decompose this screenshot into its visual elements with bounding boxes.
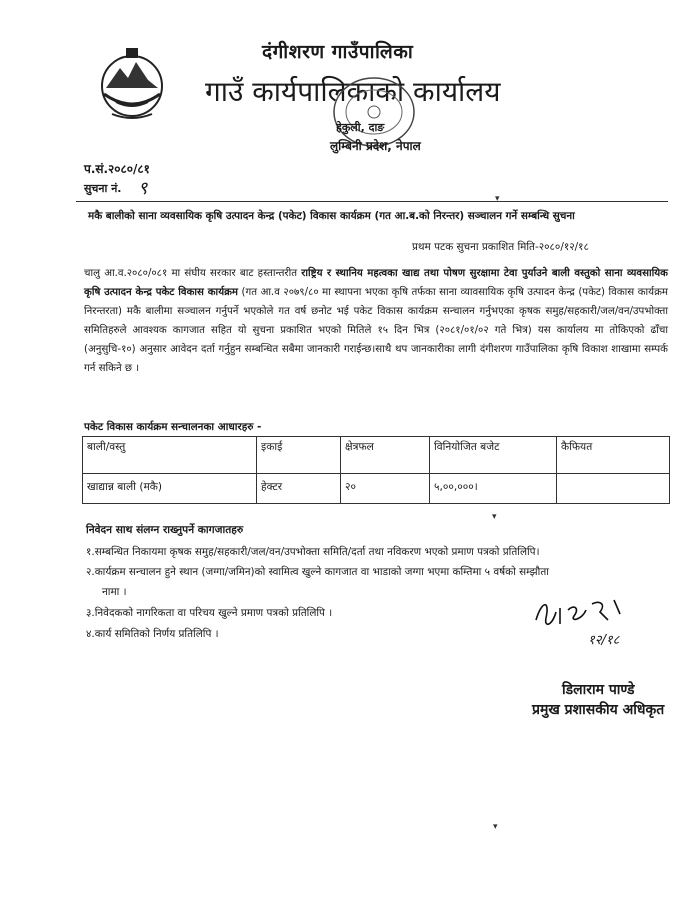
reference-number: प.सं.२०८०/८१ [84, 162, 150, 176]
signer-name: डिलाराम पाण्डे [562, 682, 635, 698]
divider [76, 201, 668, 202]
body-intro: चालु आ.व.२०८०/०८१ मा संघीय सरकार बाट हस्तान्तरीत [84, 268, 298, 279]
cell-budget: ५,००,०००। [430, 474, 557, 504]
document-item-continued: नामा । [102, 586, 127, 598]
col-header-unit: इकाई [257, 437, 341, 474]
cell-crop: खाद्यान्न बाली (मकै) [83, 474, 257, 504]
notice-body [84, 264, 668, 378]
cell-remarks [557, 474, 670, 504]
document-item: ४.कार्य समितिको निर्णय प्रतिलिपि । [86, 628, 219, 640]
document-item: ३.निवेदकको नागरिकता वा परिचय खुल्ने प्रमाण पत्रको प्रतिलिपि । [86, 607, 333, 619]
table-heading: पकेट विकास कार्यक्रम सन्चालनका आधारहरु - [84, 421, 262, 433]
document-item: २.कार्यक्रम सन्चालन हुने स्थान (जग्गा/जमिन)को स्वामित्व खुल्ने कागजात वा भाडाको जग्गा भएमा कम्तिमा ५ वर्षको सम्झौता [86, 566, 549, 578]
notice-subject: मकै बालीको साना व्यवसायिक कृषि उत्पादन केन्द्र (पकेट) विकास कार्यक्रम (गत आ.ब.को निरन्तर) सञ्चालन गर्ने सम्बन्धि सुचना [88, 210, 575, 222]
signer-title: प्रमुख प्रशासकीय अधिकृत [532, 702, 665, 718]
criteria-table [82, 436, 670, 504]
scan-mark: ▾ [493, 822, 498, 832]
body-program-name: राष्ट्रिय र स्थानिय महत्वका खाद्य तथा पोषण सुरक्षामा टेवा पुर्याउने बाली वस्तुको साना व्यवसायिक कृषि उत्पादन केन्द्र पकेट विकास कार्यक्रम [84, 268, 668, 298]
document-item: १.सम्बन्धित निकायमा कृषक समुह/सहकारी/जल/वन/उपभोक्ता समिति/दर्ता तथा नविकरण भएको प्रमाण पत्रको प्रतिलिपि। [86, 546, 540, 558]
office-type: गाउँ कार्यपालिकाको कार्यालय [205, 75, 501, 108]
address-line-2: लुम्बिनी प्रदेश, नेपाल [330, 139, 421, 153]
address-line-1: हेकुली, दाङ [336, 121, 385, 134]
signature-date: १२/१८ [588, 633, 620, 648]
nepal-emblem-icon [92, 44, 172, 124]
publication-date: प्रथम पटक सुचना प्रकाशित मिति-२०८०/१२/१८ [412, 241, 589, 253]
table-header-row [83, 437, 670, 474]
col-header-crop: बाली/वस्तु [83, 437, 257, 474]
documents-heading: निवेदन साथ संलग्न राख्नुपर्ने कागजातहरु [86, 524, 244, 536]
col-header-area: क्षेत्रफल [341, 437, 430, 474]
col-header-remarks: कैफियत [557, 437, 670, 474]
scan-mark: ▾ [495, 194, 500, 204]
notice-number-label: सुचना नं. [84, 182, 122, 195]
notice-number-value: ९ [138, 178, 148, 199]
cell-unit: हेक्टर [257, 474, 341, 504]
scan-mark: ▾ [492, 512, 497, 522]
cell-area: २० [341, 474, 430, 504]
body-details: (गत आ.व २०७९/८० मा स्थापना भएका कृषि तर्फका साना व्यावसायिक कृषि उत्पादन केन्द्र (पकेट) विकास कार्यक्रम निरन्तरता) मकै बालीमा सञ्चालन गर्नुपर्ने भएकोले गत वर्ष छनोट भई पकेट विकास कार्यक्रम सन्चालन गर्नुभएका कृषक समुह/सहकारी/जल/वन/उपभोक्ता समितिहरुले आवश्यक कागजात सहित यो सुचना प्रकाशित भएको मितिले १५ दिन भित्र (२०८१/०१/०२ गते भित्र) यस कार्यालय मा तोकिएको ढाँचा (अनुसुचि-१०) अनुसार आवेदन दर्ता गर्नुहुन सम्बन्धित सबैमा जानकारी गराईन्छ।साथै थप जानकारीका लागी दंगीशरण गाउँपालिका कृषि विकाश शाखामा सम्पर्क गर्न सकिने छ । [84, 287, 668, 374]
table-row [83, 474, 670, 504]
col-header-budget: विनियोजित बजेट [430, 437, 557, 474]
signature-icon [530, 590, 640, 652]
office-name: दंगीशरण गाउँपालिका [262, 41, 414, 63]
